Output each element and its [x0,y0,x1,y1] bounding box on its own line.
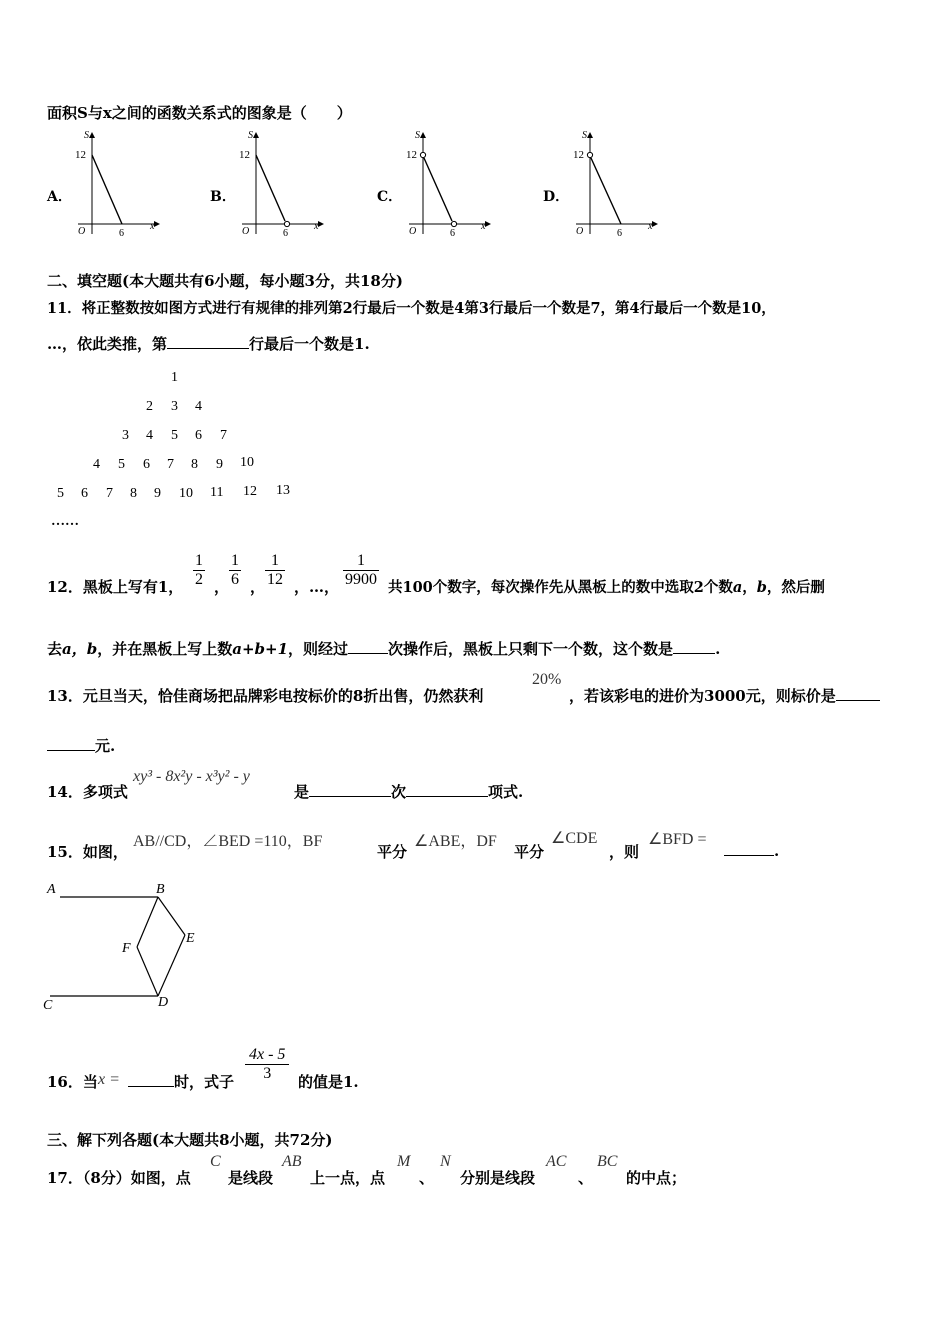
q12-sep: ， [214,578,230,596]
q12-fraction-2 [229,552,241,589]
tri-cell: 3 [122,428,129,443]
tick-6-label: 6 [283,228,288,238]
tick-6-label: 6 [450,228,455,238]
tri-cell: 4 [93,457,100,472]
fraction-den: 12 [267,571,283,588]
section2-heading: 二、填空题(本大题共有6小题，每小题3分，共18分) [47,272,403,290]
q13-prefix: 13．元旦当天，恰佳商场把品牌彩电按标价的8折出售，仍然获利 [47,687,484,705]
q14-polynomial: xy³ - 8x²y - x³y² - y [133,768,250,785]
tri-cell: 6 [143,457,150,472]
q12-l2-a: 去 [47,640,63,658]
option-b-label: B． [210,189,236,205]
tri-cell: 7 [220,428,227,443]
option-c-label: C． [377,189,403,205]
q14-mid1: 是 [294,783,310,801]
tri-cell: 8 [191,457,198,472]
q14-prefix: 14．多项式 [47,783,128,801]
axis-x-label: x [150,221,155,232]
q14-blank-degree[interactable] [309,782,391,797]
tri-cell: 1 [171,370,178,385]
tri-cell: 6 [81,486,88,501]
q12-suffix-text: 共100个数字，每次操作先从黑板上的数中选取2个数 [388,579,733,596]
q17-t4: 分别是线段 [460,1169,536,1187]
tri-cell: 9 [216,457,223,472]
option-a-label: A． [47,189,72,205]
q13-answer-blank[interactable] [836,686,880,701]
q12-fraction-3 [265,552,285,589]
q12-l2-e: . [715,640,721,658]
tri-ellipsis: …… [51,514,79,529]
tri-cell: 5 [118,457,125,472]
q12-var-b: b [756,579,767,596]
axis-s-label: S [248,130,253,141]
tri-cell: 9 [154,486,161,501]
axis-x-label: x [648,221,653,232]
fraction-den: 6 [231,571,239,588]
q16-fraction [245,1046,289,1083]
tick-6-label: 6 [617,228,622,238]
fraction-num: 1 [231,552,239,569]
tri-cell: 7 [167,457,174,472]
point-f-label: F [122,941,131,956]
q14-tail: 项式. [488,783,524,801]
q14-blank-terms[interactable] [406,782,488,797]
q12-l2-expr: a+b+1 [232,640,289,658]
q14-mid2: 次 [391,783,407,801]
origin-label: O [242,226,250,237]
tri-cell: 5 [171,428,178,443]
q15-prefix: 15．如图， [47,843,128,861]
q15-word3: ，则 [609,843,640,861]
fraction-num: 4x - 5 [249,1046,286,1063]
q17-t5: 、 [578,1169,594,1187]
q12-fraction-4 [343,552,379,589]
point-a-label: A [47,882,56,897]
q12-fraction-1 [193,552,205,589]
q11-text-a: …，依此类推，第 [47,335,168,353]
tri-cell: 11 [210,485,224,500]
axis-s-label: S [415,130,420,141]
axis-s-label: S [582,130,587,141]
fraction-den: 3 [245,1064,289,1083]
tri-cell: 12 [243,484,257,499]
q17-t1: 是线段 [228,1169,274,1187]
tri-cell: 8 [130,486,137,501]
fraction-den: 9900 [345,571,377,588]
tri-cell: 10 [179,486,193,501]
q12-sep: ， [250,578,266,596]
tick-12-label: 12 [75,149,86,161]
q15-answer-blank[interactable] [724,841,774,856]
q15-word2: 平分 [514,843,545,861]
q15-question: ∠BFD = [648,831,707,848]
q12-blank-operations[interactable] [348,639,388,654]
tri-cell: 13 [276,483,290,498]
axis-s-label: S [84,130,89,141]
tri-cell: 3 [171,399,178,414]
fraction-num: 1 [195,552,203,569]
point-c-label: C [43,998,53,1013]
q17-t6: 的中点； [626,1169,687,1187]
q12-blank-final-number[interactable] [673,639,715,654]
q17-segment-ac: AC [546,1153,567,1170]
tri-cell: 6 [195,428,202,443]
fraction-den: 2 [195,571,203,588]
point-e-label: E [186,931,195,946]
tri-cell: 4 [195,399,202,414]
q12-l2-b: ，并在黑板上写上数 [97,640,233,658]
tick-12-label: 12 [406,149,417,161]
tick-12-label: 12 [239,149,250,161]
q15-word1: 平分 [377,843,408,861]
q12-line2 [47,638,720,659]
q13-percent: 20% [532,671,562,688]
fraction-num: 1 [271,552,279,569]
q17-point-n: N [440,1153,451,1170]
q12-suffix [388,576,825,597]
q14-rest [294,781,523,802]
tri-cell: 10 [240,455,254,470]
q13-line2 [47,735,115,756]
q12-sep: ，…， [294,578,340,596]
origin-label: O [78,226,86,237]
q12-tail: ，然后删 [766,579,825,596]
q13-answer-blank-cont[interactable] [47,736,95,751]
axis-x-label: x [481,221,486,232]
origin-label: O [576,226,584,237]
tri-cell: 7 [106,486,113,501]
q17-point-c: C [210,1153,221,1170]
q10-stem: 面积S与x之间的函数关系式的图象是（ ） [47,104,352,122]
q12-comma: ， [742,579,757,596]
point-b-label: B [156,882,165,897]
q12-l2-ab: a，b [62,640,98,658]
q16-answer-blank[interactable] [128,1072,174,1087]
q12-prefix: 12．黑板上写有1， [47,578,184,596]
section3-heading: 三、解下列各题(本大题共8小题，共72分) [47,1131,333,1149]
q16-rest [128,1071,234,1092]
q17-segment-bc: BC [597,1153,618,1170]
q13-line2-text: 元. [95,737,116,755]
q12-var-a: a [732,579,743,596]
tick-6-label: 6 [119,228,124,238]
q16-mid: 时，式子 [174,1073,235,1091]
tri-cell: 4 [146,428,153,443]
q13-suffix [569,685,880,706]
q15-cond3: ∠CDE [551,830,598,847]
q17-t3: 、 [419,1169,435,1187]
q12-l2-c: ，则经过 [288,640,349,658]
q12-l2-d: 次操作后，黑板上只剩下一个数，这个数是 [388,640,674,658]
tri-cell: 5 [57,486,64,501]
q15-answer [724,841,779,860]
q11-line1: 11．将正整数按如图方式进行有规律的排列第2行最后一个数是4第3行最后一个数是7，第4行最后一个数是10， [47,300,776,317]
point-d-label: D [158,995,169,1010]
q15-cond1: AB//CD，∠BED =110，BF [133,833,323,850]
q17-prefix: 17．（8分）如图，点 [47,1169,191,1187]
q15-tail: . [774,842,780,860]
tick-12-label: 12 [573,149,584,161]
q11-text-b: 行最后一个数是1. [249,335,370,353]
q16-tail: 的值是1. [298,1073,359,1091]
axis-x-label: x [314,221,319,232]
option-d-label: D． [543,189,570,205]
q13-suffix-text: ，若该彩电的进价为3000元，则标价是 [569,687,836,705]
q16-prefix: 16．当 [47,1073,98,1091]
q15-figure [40,875,210,1015]
q17-segment-ab: AB [282,1153,302,1170]
q15-cond2: ∠ABE，DF [414,833,497,850]
q17-t2: 上一点，点 [310,1169,386,1187]
q16-var: x = [98,1071,120,1088]
fraction-num: 1 [357,552,365,569]
origin-label: O [409,226,417,237]
q17-point-m: M [397,1153,411,1170]
tri-cell: 2 [146,399,153,414]
number-triangle [0,0,950,540]
